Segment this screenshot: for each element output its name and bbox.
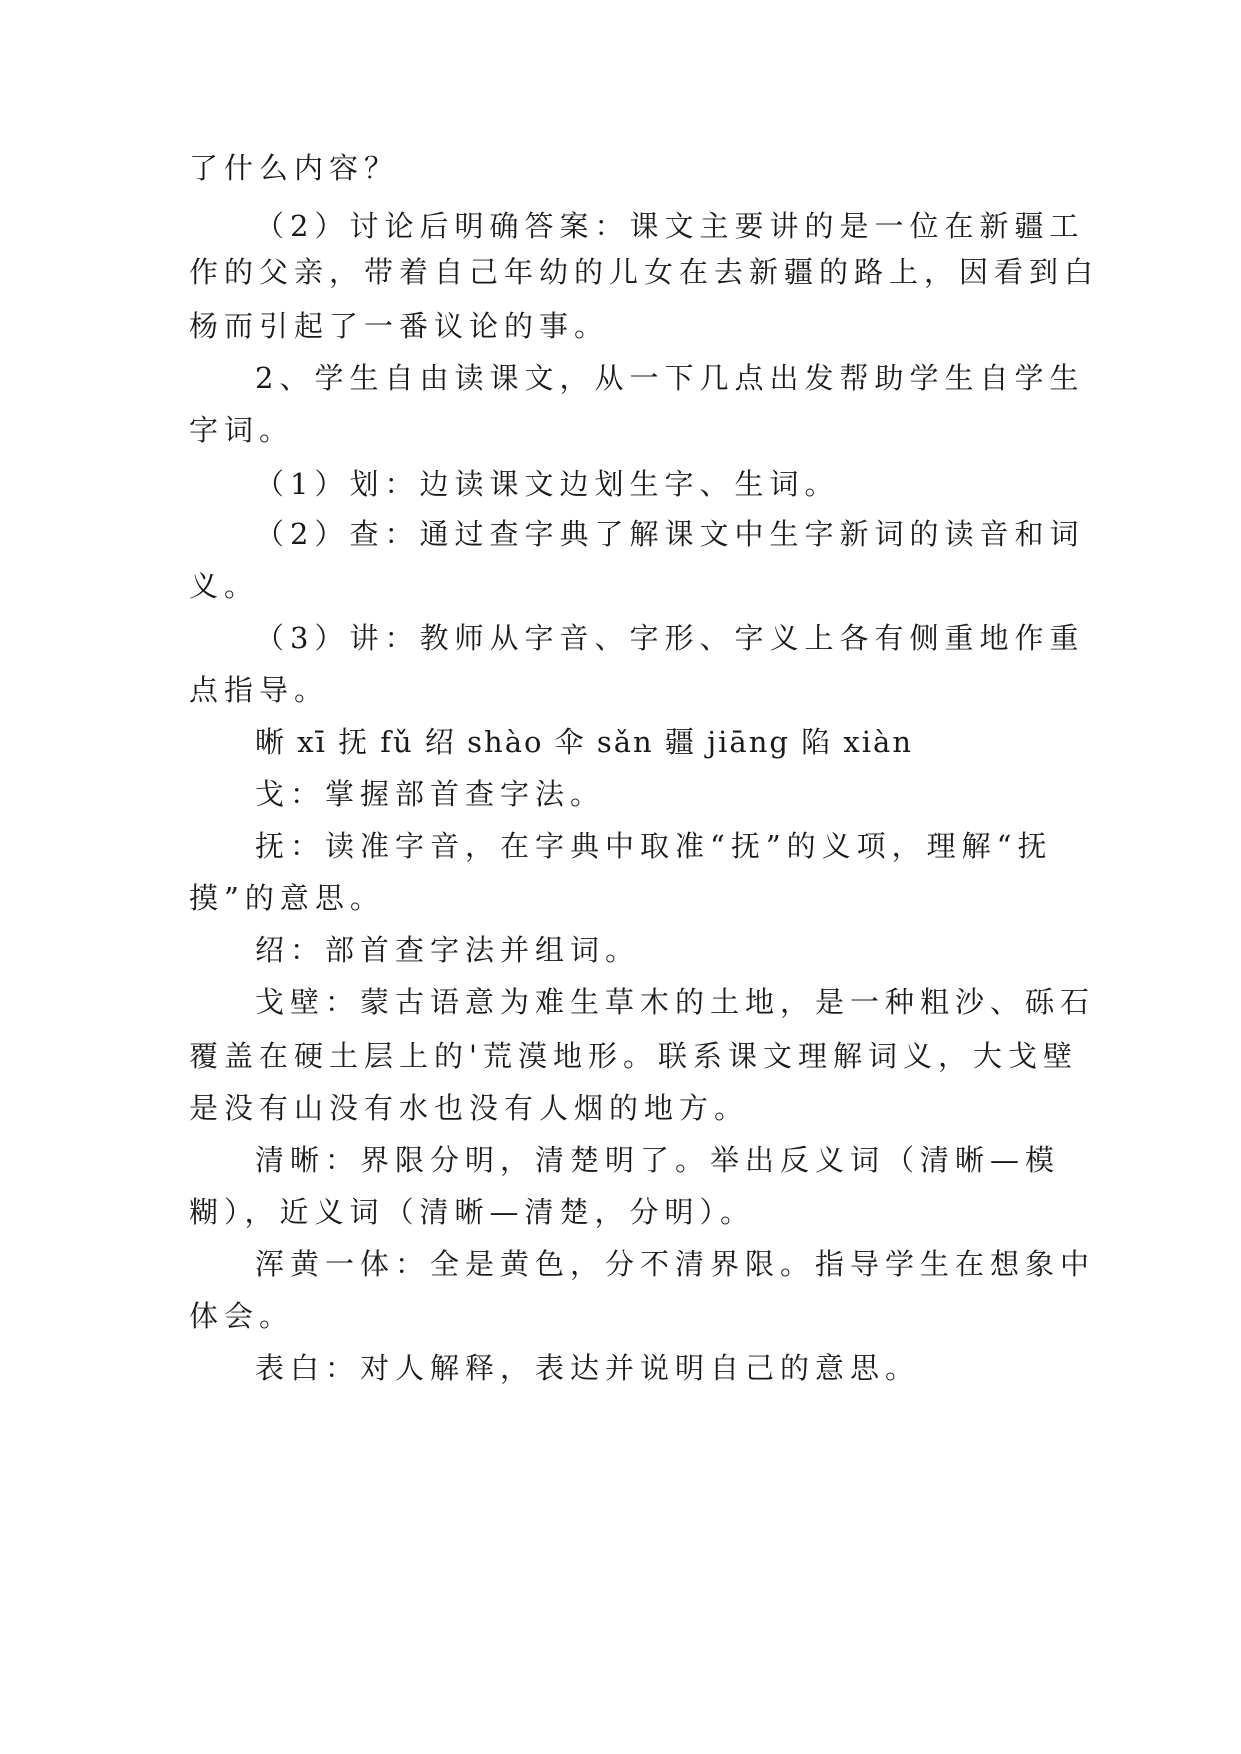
paragraph-line: （2）查：通过查字典了解课文中生字新词的读音和词 — [255, 517, 1085, 551]
paragraph-line: 戈壁：蒙古语意为难生草木的土地，是一种粗沙、砾石 — [255, 985, 1096, 1019]
paragraph-line: 作的父亲，带着自己年幼的儿女在去新疆的路上，因看到白 — [189, 255, 1100, 289]
paragraph-line: 戈：掌握部首查字法。 — [255, 777, 606, 811]
paragraph-line: 是没有山没有水也没有人烟的地方。 — [189, 1091, 750, 1125]
paragraph-line: 糊），近义词（清晰—清楚，分明）。 — [189, 1195, 756, 1229]
paragraph-line: 摸”的意思。 — [189, 881, 385, 915]
paragraph-line: 体会。 — [189, 1299, 295, 1333]
paragraph-line: 绍：部首查字法并组词。 — [255, 933, 641, 967]
paragraph-line: 义。 — [189, 569, 260, 603]
paragraph-line: （2）讨论后明确答案：课文主要讲的是一位在新疆工 — [255, 209, 1085, 243]
paragraph-line: 2、学生自由读课文，从一下几点出发帮助学生自学生 — [255, 361, 1085, 395]
paragraph-line: 浑黄一体：全是黄色，分不清界限。指导学生在想象中 — [255, 1247, 1096, 1281]
paragraph-line: （1）划：边读课文边划生字、生词。 — [255, 467, 840, 501]
paragraph-line: 字词。 — [189, 413, 295, 447]
paragraph-line: 覆盖在硬土层上的'荒漠地形。联系课文理解词义，大戈壁 — [189, 1039, 1078, 1073]
paragraph-line: 抚：读准字音，在字典中取准“抚”的义项，理解“抚 — [255, 829, 1053, 863]
paragraph-line: （3）讲：教师从字音、字形、字义上各有侧重地作重 — [255, 621, 1085, 655]
paragraph-line: 表白：对人解释，表达并说明自己的意思。 — [255, 1351, 921, 1385]
paragraph-line: 点指导。 — [189, 673, 330, 707]
paragraph-line: 了什么内容？ — [189, 151, 400, 185]
pinyin-line: 晰 xī 抚 fǔ 绍 shào 伞 sǎn 疆 jiāng 陷 xiàn — [255, 725, 913, 759]
paragraph-line: 杨而引起了一番议论的事。 — [189, 309, 610, 343]
paragraph-line: 清晰：界限分明，清楚明了。举出反义词（清晰—模 — [255, 1143, 1061, 1177]
